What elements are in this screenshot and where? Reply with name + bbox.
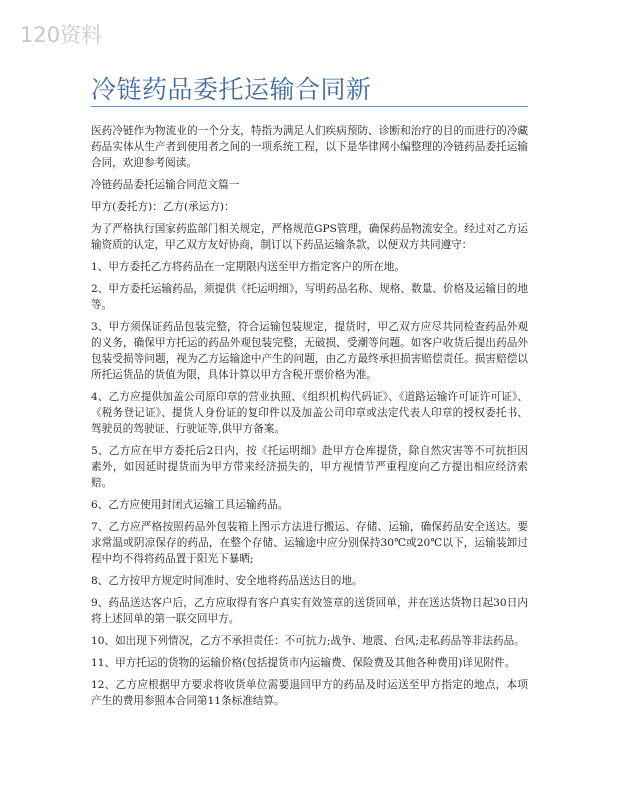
clause-8: 8、乙方按甲方规定时间准时、安全地将药品送达目的地。 bbox=[91, 575, 363, 587]
title-underline bbox=[91, 106, 528, 107]
intro-paragraph: 医药冷链作为物流业的一个分支，特指为满足人们疾病预防、诊断和治疗的目的而进行的冷藏药品实体从生产者到使用者之间的一项系统工程，以下是华律网小编整理的冷链药品委托运输合同，欢迎参考阅读。 bbox=[91, 125, 528, 169]
clause-5: 5、乙方应在甲方委托后2日内，按《托运明细》赴甲方仓库提货，除自然灾害等不可抗拒因素外，如因延时提货而为甲方带来经济损失的，甲方视情节严重程度向乙方提出相应经济索赔。 bbox=[91, 445, 528, 489]
clause-1: 1、甲方委托乙方将药品在一定期限内送至甲方指定客户的所在地。 bbox=[91, 261, 405, 273]
clause-4: 4、乙方应提供加盖公司原印章的营业执照、《组织机构代码证》、《道路运输许可证许可证》、《税务登记证》、提货人身份证的复印件以及加盖公司印章或法定代表人印章的授权委托书、驾驶员的驾驶证、行驶证等,供甲方备案。 bbox=[91, 391, 528, 435]
clause-11: 11、甲方托运的货物的运输价格(包括提货市内运输费、保险费及其他各种费用)详见附件。 bbox=[91, 657, 516, 669]
clause-9: 9、药品送达客户后，乙方应取得有客户真实有效签章的送货回单，并在送达货物日起30日内将上述回单的第一联交回甲方。 bbox=[91, 597, 528, 625]
watermark: 120资料 bbox=[20, 23, 103, 47]
document-title: 冷链药品委托运输合同新 bbox=[91, 75, 372, 104]
clause-12: 12、乙方应根据甲方要求将收货单位需要退回甲方的药品及时运送至甲方指定的地点，本项产生的费用参照本合同第11条标准结算。 bbox=[91, 679, 528, 707]
parties-line: 甲方(委托方)：乙方(承运方)： bbox=[91, 201, 235, 213]
clause-3: 3、甲方须保证药品包装完整，符合运输包装规定，提货时，甲乙双方应尽共同检查药品外观的义务，确保甲方托运的药品外观包装完整，无破损、受潮等问题。如客户收货后提出药品外包装受损等问题，视为乙方运输途中产生的问题，由乙方最终承担损害赔偿责任。损害赔偿以所托运货品的货值为限，具体计算以甲方含税开票价格为准。 bbox=[91, 321, 528, 381]
clause-2: 2、甲方委托运输药品，须提供《托运明细》，写明药品名称、规格、数量、价格及运输目的地等。 bbox=[91, 283, 528, 311]
clause-6: 6、乙方应使用封闭式运输工具运输药品。 bbox=[91, 499, 289, 511]
clause-7: 7、乙方应严格按照药品外包装箱上图示方法进行搬运、存储、运输，确保药品安全送达。要求常温或阴凉保存的药品，在整个存储、运输途中应分别保持30℃或20℃以下，运输装卸过程中均不得将药品置于阳光下暴晒; bbox=[91, 521, 528, 565]
document-body bbox=[91, 123, 528, 715]
preamble-paragraph: 为了严格执行国家药监部门相关规定，严格规范GPS管理，确保药品物流安全。经过对乙方运输资质的认定，甲乙双方友好协商，制订以下药品运输条款，以便双方共同遵守： bbox=[91, 223, 528, 251]
section-heading: 冷链药品委托运输合同范文篇一 bbox=[91, 179, 240, 191]
clause-10: 10、如出现下列情况，乙方不承担责任：不可抗力;战争、地震、台风;走私药品等非法药品。 bbox=[91, 635, 525, 647]
